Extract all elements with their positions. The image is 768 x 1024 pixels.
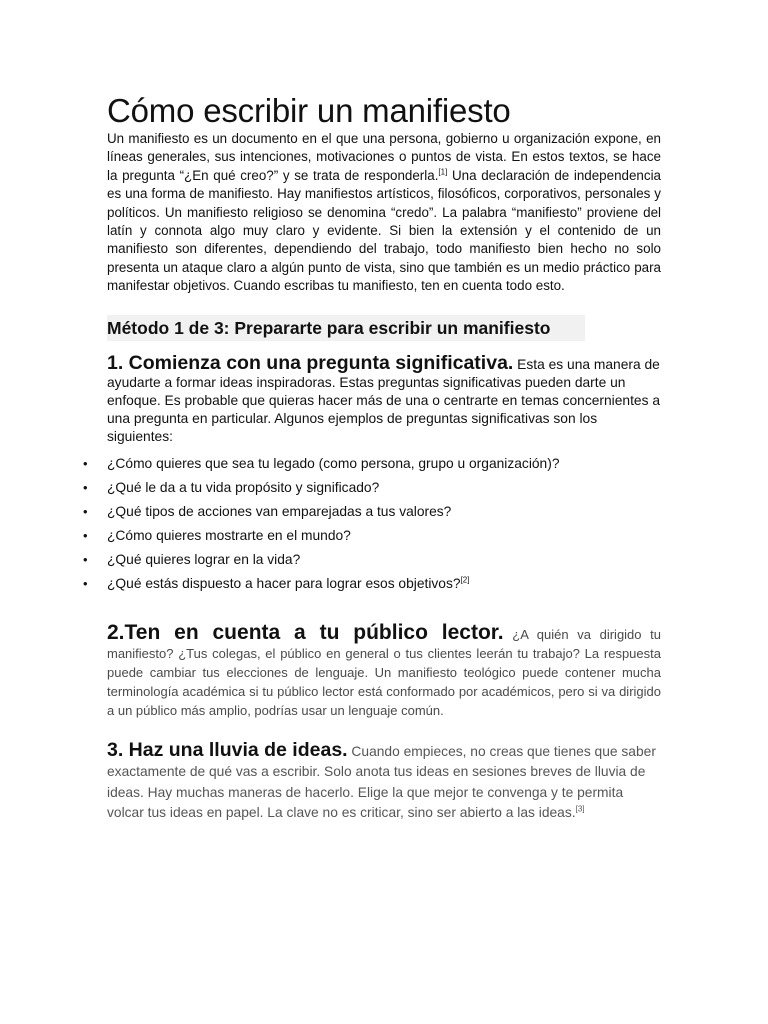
list-item: [83, 548, 661, 572]
step-2-heading: 2.Ten en cuenta a tu público lector.: [107, 620, 504, 644]
intro-text: Un manifiesto es un documento en el que una persona, gobierno u organización expone, en líneas generales, sus intenciones, motivaciones o puntos de vista. En estos textos, se hace la pregunta “¿En qué creo?” y se trata de responderla.: [107, 131, 661, 183]
bullet-icon: •: [83, 479, 88, 495]
intro-paragraph: [107, 130, 661, 296]
questions-list: [83, 452, 661, 596]
bullet-icon: •: [83, 551, 88, 567]
list-item-text: ¿Qué tipos de acciones van emparejadas a tus valores?: [107, 503, 452, 519]
bullet-icon: •: [83, 503, 88, 519]
bullet-icon: •: [83, 575, 88, 591]
list-item: [83, 452, 661, 476]
bullet-icon: •: [83, 527, 88, 543]
document-content: [83, 92, 661, 824]
step-2-text: ¿A quién va dirigido tu manifiesto? ¿Tus colegas, el público en general o tus clientes leerán tu trabajo? La respuesta puede cambiar tus elecciones de lenguaje. Un manifiesto teológico puede contener mucha terminología académica si tu público lector está conformado por académicos, pero si va dirigido a un público más amplio, podrías usar un lenguaje común.: [107, 626, 661, 718]
list-item-text: ¿Cómo quieres mostrarte en el mundo?: [107, 527, 351, 543]
bullet-icon: •: [83, 455, 88, 471]
list-item-text: ¿Qué quieres lograr en la vida?: [107, 551, 301, 567]
document-title: Cómo escribir un manifiesto: [107, 92, 511, 129]
step-1-heading: 1. Comienza con una pregunta significativa.: [107, 351, 514, 374]
list-item: [83, 500, 661, 524]
list-item-text: ¿Cómo quieres que sea tu legado (como persona, grupo u organización)?: [107, 455, 560, 471]
list-item-text: ¿Qué le da a tu vida propósito y significado?: [107, 479, 380, 495]
step-3-heading: 3. Haz una lluvia de ideas.: [107, 738, 348, 761]
step-2-paragraph: [107, 620, 661, 720]
footnote-ref-3[interactable]: [3]: [575, 804, 585, 814]
intro-text-continued: Una declaración de independencia es una forma de manifiesto. Hay manifiestos artísticos, filosóficos, corporativos, personales y políticos. Un manifiesto religioso se denomina “credo”. La palabra “manifiesto” proviene del latín y connota algo muy claro y evidente. Si bien la extensión y el contenido de un manifiesto son diferentes, dependiendo del trabajo, todo manifiesto bien hecho no solo presenta un ataque claro a algún punto de vista, sino que también es un medio práctico para manifestar objetivos. Cuando escribas tu manifiesto, ten en cuenta todo esto.: [107, 167, 661, 294]
list-item: [83, 476, 661, 500]
footnote-ref-2[interactable]: [2]: [460, 575, 470, 585]
list-item: [83, 524, 661, 548]
step-3-text: Cuando empieces, no creas que tienes que saber exactamente de qué vas a escribir. Solo anota tus ideas en sesiones breves de lluvia de ideas. Hay muchas maneras de hacerlo. Elige la que mejor te convenga y te permita volcar tus ideas en papel. La clave no es criticar, sino ser abierto a las ideas.: [107, 743, 656, 821]
step-1-paragraph: [107, 351, 661, 446]
footnote-ref-1[interactable]: [1]: [438, 167, 448, 177]
list-item-text: ¿Qué estás dispuesto a hacer para lograr esos objetivos?: [107, 575, 461, 591]
step-1-text: Esta es una manera de ayudarte a formar ideas inspiradoras. Estas preguntas significativas pueden darte un enfoque. Es probable que quieras hacer más de una o centrarte en temas concernientes a una pregunta en particular. Algunos ejemplos de preguntas significativas son los siguientes:: [107, 356, 660, 444]
step-3-paragraph: [107, 740, 661, 824]
list-item: [83, 572, 661, 596]
method-heading: Método 1 de 3: Prepararte para escribir un manifiesto: [107, 315, 585, 341]
